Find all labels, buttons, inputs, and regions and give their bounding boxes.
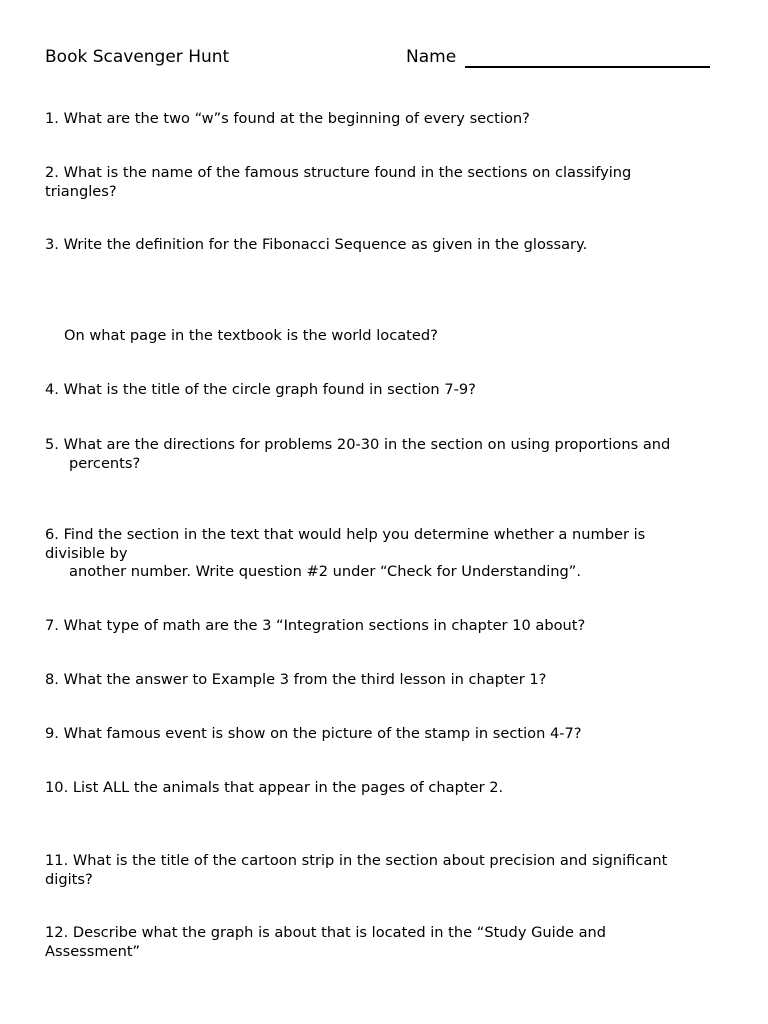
question-1 — [45, 110, 715, 129]
question-11 — [45, 852, 715, 889]
question-12 — [45, 924, 715, 961]
question-4 — [45, 381, 715, 400]
question-7 — [45, 617, 715, 636]
question-text-continued: percents? — [69, 454, 141, 472]
question-text: 6. Find the section in the text that would help you determine whether a number is — [45, 526, 646, 543]
question-8 — [45, 671, 715, 690]
question-text: 8. What the answer to Example 3 from the third lesson in chapter 1? — [45, 671, 547, 688]
question-text: 3. Write the definition for the Fibonacci Sequence as given in the glossary. — [45, 236, 588, 253]
question-text: On what page in the textbook is the world located? — [64, 327, 438, 344]
question-text: 9. What famous event is show on the picture of the stamp in section 4-7? — [45, 725, 582, 742]
question-text: 10. List ALL the animals that appear in the pages of chapter 2. — [45, 779, 504, 796]
question-text: 11. What is the title of the cartoon strip in the section about precision and significant — [45, 852, 668, 869]
question-6 — [45, 526, 715, 582]
question-9 — [45, 725, 715, 744]
question-3-followup — [45, 327, 715, 346]
name-label: Name — [406, 47, 457, 67]
question-text-continued: another number. Write question #2 under “Check for Understanding”. — [69, 563, 581, 580]
name-blank-line — [465, 66, 710, 68]
question-text-continued: Assessment” — [45, 942, 141, 960]
question-text: 1. What are the two “w”s found at the beginning of every section? — [45, 110, 530, 127]
question-text-continued: divisible by — [45, 544, 128, 562]
question-10 — [45, 779, 715, 798]
question-3 — [45, 236, 715, 255]
question-text: 4. What is the title of the circle graph found in section 7-9? — [45, 381, 476, 398]
question-text: 7. What type of math are the 3 “Integration sections in chapter 10 about? — [45, 617, 586, 634]
question-5 — [45, 436, 715, 473]
worksheet-title: Book Scavenger Hunt — [45, 47, 230, 67]
question-text: 12. Describe what the graph is about that is located in the “Study Guide and — [45, 924, 607, 941]
question-text-continued: digits? — [45, 870, 93, 888]
question-text: 5. What are the directions for problems 20-30 in the section on using proportions and — [45, 436, 671, 453]
question-text-continued: triangles? — [45, 182, 117, 200]
question-2 — [45, 164, 715, 201]
question-text: 2. What is the name of the famous structure found in the sections on classifying — [45, 164, 632, 181]
